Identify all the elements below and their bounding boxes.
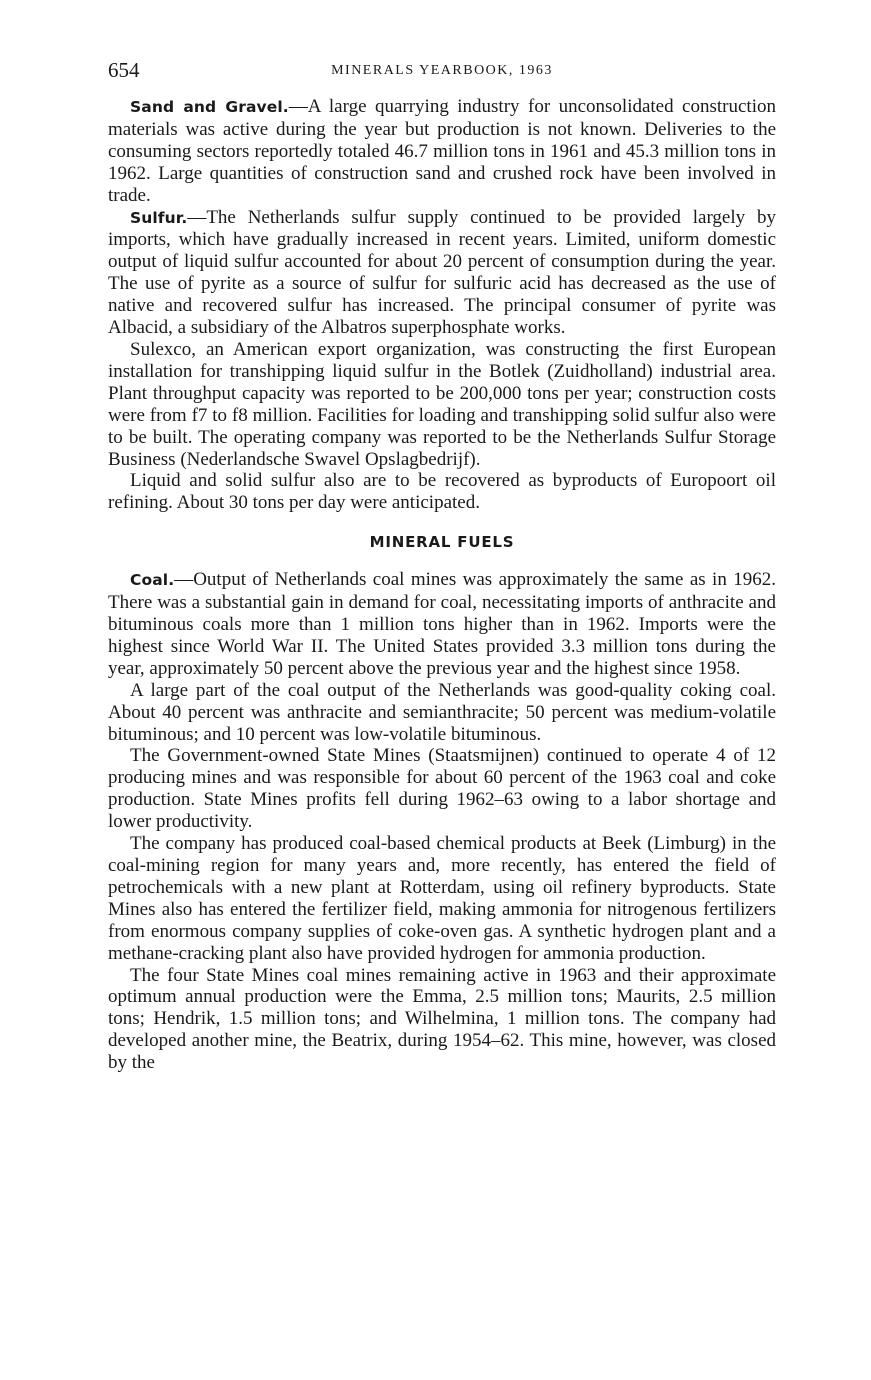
four-mines-paragraph: The four State Mines coal mines remaining active in 1963 and their approximate optimum annual production were the Emma, 2.5 million tons; Maurits, 2.5 million tons; Hendrik, 1.5 million tons; and Wilhelmina, 1 million tons. The company had developed another mine, the Beatrix, during 1954–62. This mine, however, was closed by the [108,964,776,1074]
chemical-products-paragraph: The company has produced coal-based chemical products at Beek (Limburg) in the coal-mining region for many years and, more recently, has entered the field of petrochemicals with a new plant at Rotterdam, using oil refinery byproducts. State Mines also has entered the fertilizer field, making ammonia for nitrogenous fertilizers from enormous company supplies of coke-oven gas. A synthetic hydrogen plant and a methane-cracking plant also have provided hydrogen for ammonia production. [108,833,776,964]
coal-lead: Coal. [130,571,175,590]
liquid-solid-sulfur-paragraph: Liquid and solid sulfur also are to be recovered as byproducts of Europoort oil refining. About 30 tons per day were anticipated. [108,470,776,514]
coking-coal-paragraph: A large part of the coal output of the Netherlands was good-quality coking coal. About 40 percent was anthracite and semianthracite; 50 percent was medium-volatile bituminous; and 10 percent was low-volatile bituminous. [108,679,776,745]
section-heading-mineral-fuels: MINERAL FUELS [369,533,515,552]
sulfur-text: —The Netherlands sulfur supply continued to be provided largely by imports, which have gradually increased in recent years. Limited, uniform domestic output of liquid sulfur accounted for about 20 percent of consumption during the year. The use of pyrite as a source of sulfur for sulfuric acid has decreased as the use of native and recovered sulfur has increased. The principal consumer of pyrite was Albacid, a subsidiary of the Albatros superphosphate works. [108,206,776,339]
running-title: MINERALS YEARBOOK, 1963 [331,63,553,78]
sand-gravel-text: —A large quarrying industry for unconsolidated construction materials was active during the year but production is not known. Deliveries to the consuming sectors reportedly totaled 46.7 million tons in 1961 and 45.3 million tons in 1962. Large quantities of construction sand and crushed rock have been involved in trade. [108,96,776,206]
sulfur-paragraph [108,207,776,339]
coal-paragraph [108,569,776,680]
sand-gravel-paragraph [108,96,776,207]
sulfur-lead: Sulfur. [130,208,188,227]
coal-text: —Output of Netherlands coal mines was approximately the same as in 1962. There was a substantial gain in demand for coal, necessitating imports of anthracite and bituminous coals more than 1 million tons higher than in 1962. Imports were the highest since World War II. The United States provided 3.3 million tons during the year, approximately 50 percent above the previous year and the highest since 1958. [108,569,776,679]
sulexco-paragraph: Sulexco, an American export organization, was constructing the first European installation for transhipping liquid sulfur in the Botlek (Zuidholland) industrial area. Plant throughput capacity was reported to be 200,000 tons per year; construction costs were from f7 to f8 million. Facilities for loading and transhipping solid sulfur also were to be built. The operating company was reported to be the Netherlands Sulfur Storage Business (Nederlandsche Swavel Opslagbedrijf). [108,338,776,470]
state-mines-paragraph: The Government-owned State Mines (Staatsmijnen) continued to operate 4 of 12 producing mines and was responsible for about 60 percent of the 1963 coal and coke production. State Mines profits fell during 1962–63 owing to a labor shortage and lower productivity. [108,745,776,833]
page-number: 654 [108,58,140,82]
document-page [108,58,776,1074]
running-header [108,58,776,84]
sand-gravel-lead: Sand and Gravel. [130,98,289,116]
